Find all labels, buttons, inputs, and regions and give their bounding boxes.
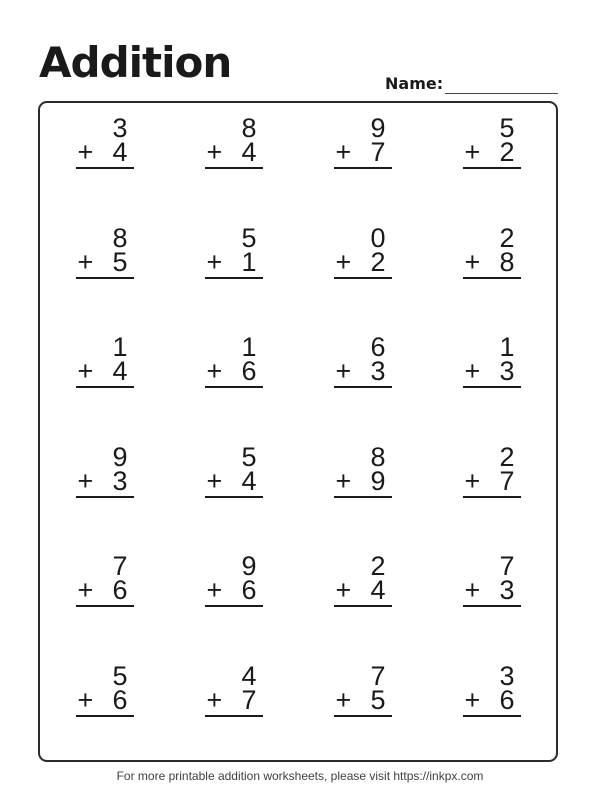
addend-bottom: 4 bbox=[241, 137, 257, 167]
addition-problem bbox=[205, 332, 263, 388]
addition-problem bbox=[463, 222, 521, 279]
problem-cell-14 bbox=[169, 432, 298, 542]
problems-grid bbox=[40, 103, 556, 760]
addend-top: 2 bbox=[370, 551, 386, 581]
addend-top: 5 bbox=[499, 113, 515, 143]
addend-bottom: 5 bbox=[112, 246, 128, 277]
answer-line bbox=[463, 386, 521, 388]
operator-row bbox=[205, 465, 263, 496]
operator-row bbox=[76, 684, 134, 715]
plus-operator-icon: + bbox=[464, 137, 481, 167]
operator-row bbox=[334, 465, 392, 496]
plus-operator-icon: + bbox=[335, 465, 352, 496]
addend-bottom: 3 bbox=[499, 575, 515, 605]
problem-cell-16 bbox=[427, 432, 556, 542]
addend-bottom: 8 bbox=[499, 246, 515, 277]
operator-row bbox=[205, 137, 263, 167]
plus-operator-icon: + bbox=[77, 575, 94, 605]
plus-operator-icon: + bbox=[335, 137, 352, 167]
answer-line bbox=[205, 167, 263, 169]
page-title: Addition bbox=[39, 38, 232, 87]
plus-operator-icon: + bbox=[206, 137, 223, 167]
addend-bottom: 6 bbox=[241, 575, 257, 605]
addend-bottom: 4 bbox=[370, 575, 386, 605]
problem-cell-17 bbox=[40, 541, 169, 651]
plus-operator-icon: + bbox=[464, 356, 481, 386]
problem-cell-15 bbox=[298, 432, 427, 542]
plus-operator-icon: + bbox=[77, 356, 94, 386]
plus-operator-icon: + bbox=[335, 684, 352, 715]
answer-line bbox=[76, 715, 134, 717]
answer-line bbox=[76, 277, 134, 279]
answer-line bbox=[205, 715, 263, 717]
answer-line bbox=[76, 605, 134, 607]
answer-line bbox=[334, 605, 392, 607]
addend-bottom: 3 bbox=[112, 465, 128, 496]
operator-row bbox=[76, 356, 134, 386]
answer-line bbox=[334, 167, 392, 169]
problem-cell-21 bbox=[40, 651, 169, 761]
addend-top: 3 bbox=[499, 660, 515, 691]
addend-bottom: 6 bbox=[112, 684, 128, 715]
addend-bottom: 6 bbox=[241, 356, 257, 386]
addend-top: 8 bbox=[370, 441, 386, 472]
addend-bottom: 2 bbox=[499, 137, 515, 167]
addend-top: 4 bbox=[241, 660, 257, 691]
answer-line bbox=[463, 277, 521, 279]
operator-row bbox=[334, 137, 392, 167]
addition-problem bbox=[205, 441, 263, 498]
operator-row bbox=[334, 356, 392, 386]
operator-row bbox=[205, 684, 263, 715]
problem-cell-4 bbox=[427, 103, 556, 213]
addend-bottom: 3 bbox=[499, 356, 515, 386]
addend-top: 5 bbox=[241, 222, 257, 253]
addend-bottom: 7 bbox=[499, 465, 515, 496]
addend-bottom: 4 bbox=[241, 465, 257, 496]
operator-row bbox=[205, 356, 263, 386]
problem-cell-7 bbox=[298, 213, 427, 323]
addition-problem bbox=[205, 222, 263, 279]
addend-bottom: 5 bbox=[370, 684, 386, 715]
addition-problem bbox=[205, 660, 263, 717]
addition-problem bbox=[334, 441, 392, 498]
addition-problem bbox=[334, 113, 392, 169]
operator-row bbox=[76, 465, 134, 496]
problem-cell-23 bbox=[298, 651, 427, 761]
addend-bottom: 3 bbox=[370, 356, 386, 386]
addend-top: 8 bbox=[241, 113, 257, 143]
plus-operator-icon: + bbox=[206, 246, 223, 277]
answer-line bbox=[463, 715, 521, 717]
operator-row bbox=[205, 246, 263, 277]
plus-operator-icon: + bbox=[335, 356, 352, 386]
addend-top: 9 bbox=[370, 113, 386, 143]
operator-row bbox=[463, 575, 521, 605]
addend-top: 9 bbox=[241, 551, 257, 581]
addend-top: 7 bbox=[370, 660, 386, 691]
operator-row bbox=[463, 246, 521, 277]
addend-top: 1 bbox=[241, 332, 257, 362]
name-blank-line bbox=[445, 75, 558, 94]
addend-top: 8 bbox=[112, 222, 128, 253]
operator-row bbox=[463, 356, 521, 386]
footer-note: For more printable addition worksheets, please visit https://inkpx.com bbox=[116, 769, 484, 783]
answer-line bbox=[76, 386, 134, 388]
addend-top: 2 bbox=[499, 222, 515, 253]
plus-operator-icon: + bbox=[77, 246, 94, 277]
addend-bottom: 4 bbox=[112, 356, 128, 386]
answer-line bbox=[76, 167, 134, 169]
problem-cell-20 bbox=[427, 541, 556, 651]
addition-problem bbox=[205, 113, 263, 169]
addition-problem bbox=[334, 332, 392, 388]
addition-problem bbox=[76, 222, 134, 279]
problems-box bbox=[38, 101, 558, 762]
addend-top: 7 bbox=[112, 551, 128, 581]
plus-operator-icon: + bbox=[464, 246, 481, 277]
addend-top: 5 bbox=[241, 441, 257, 472]
problem-cell-13 bbox=[40, 432, 169, 542]
addend-top: 7 bbox=[499, 551, 515, 581]
addend-top: 5 bbox=[112, 660, 128, 691]
name-label: Name: bbox=[385, 74, 444, 93]
operator-row bbox=[334, 684, 392, 715]
answer-line bbox=[205, 496, 263, 498]
problem-cell-2 bbox=[169, 103, 298, 213]
addition-problem bbox=[334, 222, 392, 279]
answer-line bbox=[205, 386, 263, 388]
problem-cell-1 bbox=[40, 103, 169, 213]
problem-cell-10 bbox=[169, 322, 298, 432]
operator-row bbox=[463, 684, 521, 715]
addition-problem bbox=[76, 332, 134, 388]
addend-top: 3 bbox=[112, 113, 128, 143]
addition-problem bbox=[463, 660, 521, 717]
answer-line bbox=[205, 605, 263, 607]
answer-line bbox=[463, 496, 521, 498]
addend-bottom: 9 bbox=[370, 465, 386, 496]
addend-bottom: 1 bbox=[241, 246, 257, 277]
answer-line bbox=[334, 277, 392, 279]
addition-problem bbox=[76, 441, 134, 498]
answer-line bbox=[334, 715, 392, 717]
plus-operator-icon: + bbox=[335, 246, 352, 277]
problem-cell-8 bbox=[427, 213, 556, 323]
problem-cell-9 bbox=[40, 322, 169, 432]
plus-operator-icon: + bbox=[206, 465, 223, 496]
plus-operator-icon: + bbox=[206, 356, 223, 386]
answer-line bbox=[463, 167, 521, 169]
plus-operator-icon: + bbox=[77, 465, 94, 496]
name-area bbox=[385, 74, 558, 94]
problem-cell-18 bbox=[169, 541, 298, 651]
addition-problem bbox=[205, 551, 263, 607]
answer-line bbox=[76, 496, 134, 498]
problem-cell-12 bbox=[427, 322, 556, 432]
operator-row bbox=[76, 246, 134, 277]
plus-operator-icon: + bbox=[77, 684, 94, 715]
addend-top: 2 bbox=[499, 441, 515, 472]
plus-operator-icon: + bbox=[464, 575, 481, 605]
addend-bottom: 7 bbox=[241, 684, 257, 715]
addend-top: 1 bbox=[112, 332, 128, 362]
plus-operator-icon: + bbox=[206, 684, 223, 715]
addend-top: 6 bbox=[370, 332, 386, 362]
addition-problem bbox=[463, 332, 521, 388]
problem-cell-5 bbox=[40, 213, 169, 323]
addition-problem bbox=[76, 551, 134, 607]
problem-cell-11 bbox=[298, 322, 427, 432]
addition-problem bbox=[334, 551, 392, 607]
answer-line bbox=[334, 496, 392, 498]
addition-problem bbox=[463, 113, 521, 169]
addition-problem bbox=[463, 551, 521, 607]
addend-bottom: 2 bbox=[370, 246, 386, 277]
problem-cell-24 bbox=[427, 651, 556, 761]
addend-bottom: 7 bbox=[370, 137, 386, 167]
addition-problem bbox=[334, 660, 392, 717]
answer-line bbox=[334, 386, 392, 388]
operator-row bbox=[334, 246, 392, 277]
operator-row bbox=[463, 137, 521, 167]
problem-cell-3 bbox=[298, 103, 427, 213]
operator-row bbox=[76, 575, 134, 605]
addend-top: 9 bbox=[112, 441, 128, 472]
addend-top: 1 bbox=[499, 332, 515, 362]
plus-operator-icon: + bbox=[77, 137, 94, 167]
operator-row bbox=[205, 575, 263, 605]
answer-line bbox=[205, 277, 263, 279]
plus-operator-icon: + bbox=[464, 465, 481, 496]
operator-row bbox=[76, 137, 134, 167]
plus-operator-icon: + bbox=[335, 575, 352, 605]
addend-bottom: 4 bbox=[112, 137, 128, 167]
problem-cell-6 bbox=[169, 213, 298, 323]
addition-problem bbox=[76, 660, 134, 717]
plus-operator-icon: + bbox=[206, 575, 223, 605]
operator-row bbox=[334, 575, 392, 605]
addition-problem bbox=[76, 113, 134, 169]
plus-operator-icon: + bbox=[464, 684, 481, 715]
operator-row bbox=[463, 465, 521, 496]
problem-cell-19 bbox=[298, 541, 427, 651]
answer-line bbox=[463, 605, 521, 607]
addition-problem bbox=[463, 441, 521, 498]
addend-top: 0 bbox=[370, 222, 386, 253]
problem-cell-22 bbox=[169, 651, 298, 761]
addend-bottom: 6 bbox=[499, 684, 515, 715]
addend-bottom: 6 bbox=[112, 575, 128, 605]
